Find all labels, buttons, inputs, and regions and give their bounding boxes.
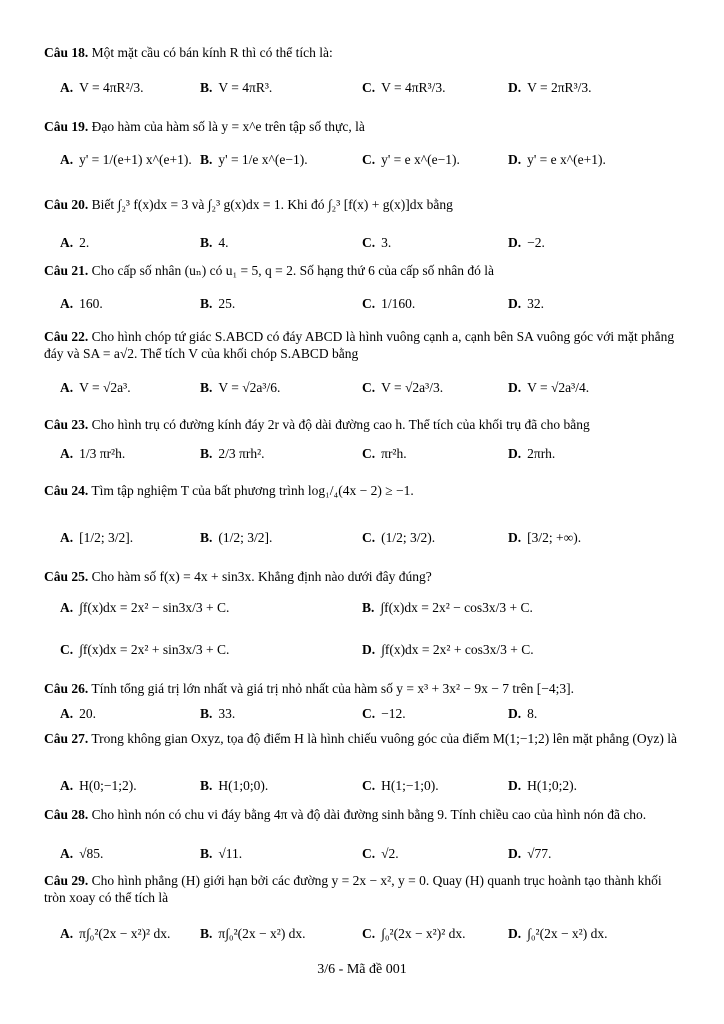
option-d[interactable]: D. ∫f(x)dx = 2x² + cos3x/3 + C. xyxy=(362,642,534,657)
option-d[interactable]: D. ∫₀²(2x − x²) dx. xyxy=(508,926,608,941)
option-a[interactable]: A. π∫₀²(2x − x²)² dx. xyxy=(60,926,171,941)
option-b[interactable]: B. 33. xyxy=(200,706,236,721)
option-d[interactable]: D. 32. xyxy=(508,296,544,311)
page-footer: 3/6 - Mã đề 001 xyxy=(317,962,407,977)
option-b[interactable]: B. y' = 1/e x^(e−1). xyxy=(200,152,308,167)
question-number: Câu 18. xyxy=(44,45,89,60)
question-29 xyxy=(44,872,686,906)
question-number: Câu 19. xyxy=(44,119,89,134)
option-c[interactable]: C. 1/160. xyxy=(362,296,416,311)
option-d[interactable]: D. y' = e x^(e+1). xyxy=(508,152,606,167)
option-a[interactable]: A. V = 4πR²/3. xyxy=(60,80,144,95)
options-25-ab xyxy=(44,600,686,620)
question-text: Cho hình phẳng (H) giới hạn bởi các đường y = 2x − x², y = 0. Quay (H) quanh trục hoành tạo thành khối tròn xoay có thể tích là xyxy=(44,873,662,905)
options-23 xyxy=(44,446,686,466)
option-b[interactable]: B. 4. xyxy=(200,235,229,250)
options-28 xyxy=(44,846,686,866)
option-a[interactable]: A. H(0;−1;2). xyxy=(60,778,137,793)
question-20 xyxy=(44,196,686,213)
option-a[interactable]: A. 1/3 πr²h. xyxy=(60,446,126,461)
option-a[interactable]: A. V = √2a³. xyxy=(60,380,131,395)
options-20 xyxy=(44,235,686,255)
option-a[interactable]: A. y' = 1/(e+1) x^(e+1). xyxy=(60,152,192,167)
question-number: Câu 25. xyxy=(44,569,89,584)
option-d[interactable]: D. H(1;0;2). xyxy=(508,778,577,793)
option-a[interactable]: A. [1/2; 3/2]. xyxy=(60,530,134,545)
question-text: Cho hàm số f(x) = 4x + sin3x. Khẳng định nào dưới đây đúng? xyxy=(91,569,432,584)
question-26 xyxy=(44,680,686,697)
question-25 xyxy=(44,568,686,585)
option-b[interactable]: B. V = √2a³/6. xyxy=(200,380,281,395)
option-c[interactable]: C. H(1;−1;0). xyxy=(362,778,439,793)
option-c[interactable]: C. −12. xyxy=(362,706,406,721)
question-number: Câu 21. xyxy=(44,263,89,278)
option-b[interactable]: B. π∫₀²(2x − x²) dx. xyxy=(200,926,306,941)
option-c[interactable]: C. πr²h. xyxy=(362,446,407,461)
question-text: Cho cấp số nhân (uₙ) có u₁ = 5, q = 2. Số hạng thứ 6 của cấp số nhân đó là xyxy=(91,263,495,278)
question-27 xyxy=(44,730,686,747)
question-28 xyxy=(44,806,686,823)
question-number: Câu 28. xyxy=(44,807,89,822)
options-18 xyxy=(44,80,686,100)
option-b[interactable]: B. ∫f(x)dx = 2x² − cos3x/3 + C. xyxy=(362,600,533,615)
question-number: Câu 27. xyxy=(44,731,89,746)
options-27 xyxy=(44,778,686,798)
option-c[interactable]: C. y' = e x^(e−1). xyxy=(362,152,460,167)
option-d[interactable]: D. −2. xyxy=(508,235,545,250)
option-c[interactable]: C. ∫₀²(2x − x²)² dx. xyxy=(362,926,466,941)
option-c[interactable]: C. ∫f(x)dx = 2x² + sin3x/3 + C. xyxy=(60,642,230,657)
option-b[interactable]: B. H(1;0;0). xyxy=(200,778,269,793)
option-b[interactable]: B. 2/3 πrh². xyxy=(200,446,265,461)
option-a[interactable]: A. 2. xyxy=(60,235,90,250)
option-a[interactable]: A. √85. xyxy=(60,846,104,861)
options-26 xyxy=(44,706,686,726)
option-c[interactable]: C. V = 4πR³/3. xyxy=(362,80,446,95)
option-d[interactable]: D. √77. xyxy=(508,846,552,861)
question-text: Cho hình trụ có đường kính đáy 2r và độ dài đường cao h. Thể tích của khối trụ đã cho bằng xyxy=(91,417,590,432)
option-a[interactable]: A. 160. xyxy=(60,296,103,311)
option-a[interactable]: A. 20. xyxy=(60,706,96,721)
option-c[interactable]: C. V = √2a³/3. xyxy=(362,380,444,395)
question-text: Cho hình nón có chu vi đáy bằng 4π và độ dài đường sinh bằng 9. Tính chiều cao của hình nón đã cho. xyxy=(91,807,647,822)
option-a[interactable]: A. ∫f(x)dx = 2x² − sin3x/3 + C. xyxy=(60,600,230,615)
option-c[interactable]: C. √2. xyxy=(362,846,399,861)
question-18 xyxy=(44,44,686,61)
question-24 xyxy=(44,482,686,499)
option-d[interactable]: D. 8. xyxy=(508,706,538,721)
question-22 xyxy=(44,328,686,362)
options-25-cd xyxy=(44,642,686,662)
option-c[interactable]: C. 3. xyxy=(362,235,392,250)
question-19 xyxy=(44,118,686,135)
option-d[interactable]: D. V = √2a³/4. xyxy=(508,380,590,395)
question-number: Câu 20. xyxy=(44,197,89,212)
options-29 xyxy=(44,926,686,946)
question-text: Đạo hàm của hàm số là y = x^e trên tập số thực, là xyxy=(91,119,365,134)
question-text: Tìm tập nghiệm T của bất phương trình log₁/₄(4x − 2) ≥ −1. xyxy=(91,483,414,498)
question-number: Câu 24. xyxy=(44,483,89,498)
option-b[interactable]: B. V = 4πR³. xyxy=(200,80,273,95)
question-text: Biết ∫₂³ f(x)dx = 3 và ∫₂³ g(x)dx = 1. Khi đó ∫₂³ [f(x) + g(x)]dx bằng xyxy=(91,197,453,212)
option-d[interactable]: D. V = 2πR³/3. xyxy=(508,80,592,95)
option-b[interactable]: B. 25. xyxy=(200,296,236,311)
question-text: Cho hình chóp tứ giác S.ABCD có đáy ABCD là hình vuông cạnh a, cạnh bên SA vuông góc với mặt phẳng đáy và SA = a√2. Thể tích V của khối chóp S.ABCD bằng xyxy=(44,329,675,361)
question-21 xyxy=(44,262,686,279)
options-21 xyxy=(44,296,686,316)
question-number: Câu 22. xyxy=(44,329,89,344)
question-number: Câu 26. xyxy=(44,681,89,696)
option-b[interactable]: B. √11. xyxy=(200,846,243,861)
option-b[interactable]: B. (1/2; 3/2]. xyxy=(200,530,273,545)
options-19 xyxy=(44,152,686,172)
option-d[interactable]: D. [3/2; +∞). xyxy=(508,530,582,545)
question-text: Tính tổng giá trị lớn nhất và giá trị nhỏ nhất của hàm số y = x³ + 3x² − 9x − 7 trên [−4;3]. xyxy=(91,681,574,696)
question-number: Câu 29. xyxy=(44,873,89,888)
options-22 xyxy=(44,380,686,400)
question-number: Câu 23. xyxy=(44,417,89,432)
options-24 xyxy=(44,530,686,550)
question-23 xyxy=(44,416,686,433)
option-c[interactable]: C. (1/2; 3/2). xyxy=(362,530,436,545)
question-text: Trong không gian Oxyz, tọa độ điểm H là hình chiếu vuông góc của điểm M(1;−1;2) lên mặt phẳng (Oyz) là xyxy=(91,731,678,746)
option-d[interactable]: D. 2πrh. xyxy=(508,446,556,461)
question-text: Một mặt cầu có bán kính R thì có thể tích là: xyxy=(91,45,333,60)
